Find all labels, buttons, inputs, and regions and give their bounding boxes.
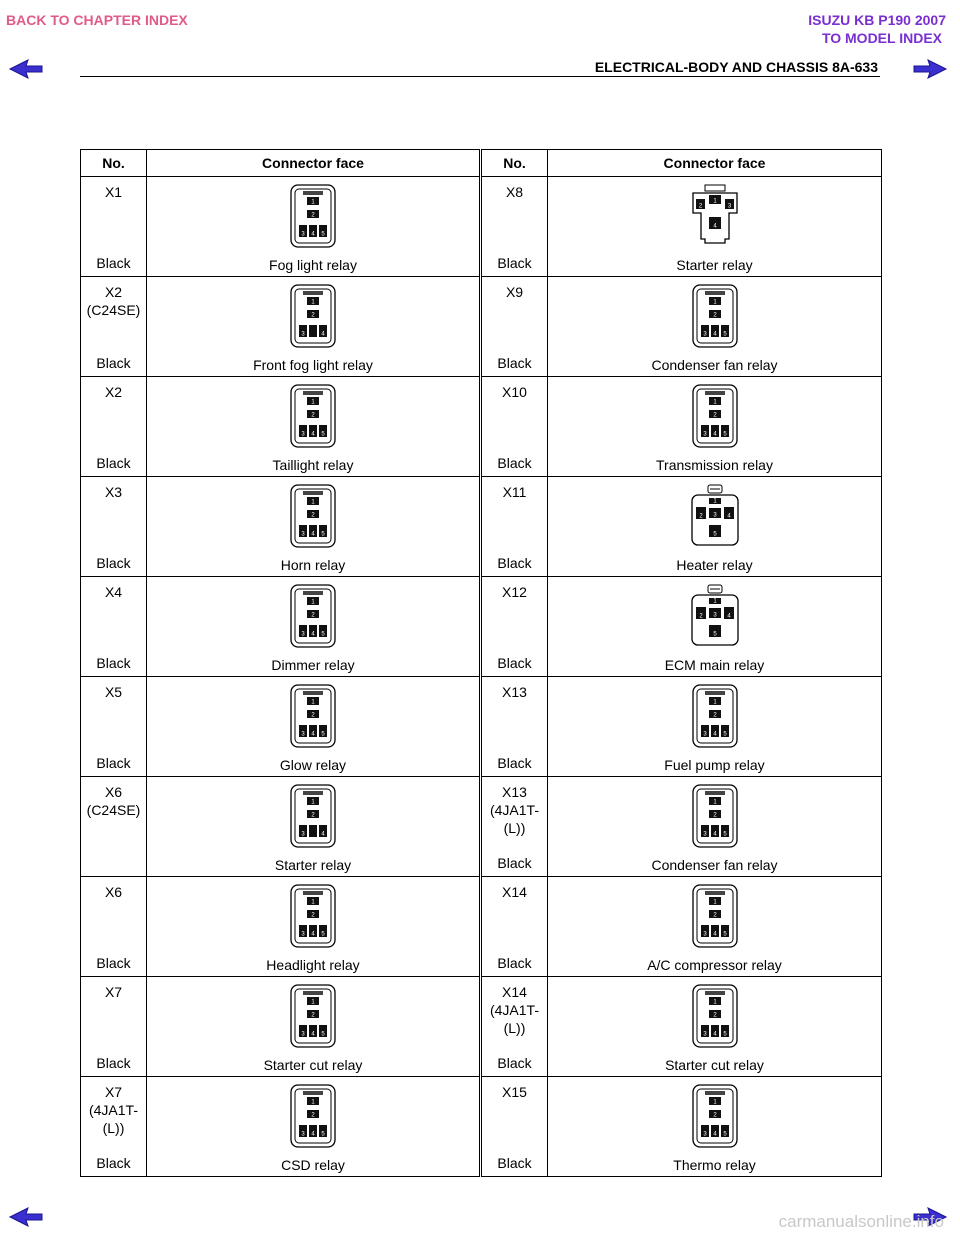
- table-row: [81, 277, 882, 377]
- pin-label: 1: [311, 299, 315, 306]
- pin-label: 5: [722, 931, 727, 938]
- connector-color: Black: [96, 555, 131, 571]
- pin-label: 5: [321, 531, 325, 538]
- connector-number-cell: [482, 777, 548, 877]
- connector-face-cell: [147, 277, 480, 377]
- connector-number-line: X14: [502, 884, 527, 900]
- pin-label: 1: [712, 198, 717, 205]
- model-title-link[interactable]: ISUZU KB P190 2007: [808, 12, 946, 28]
- connector-face-cell: [548, 677, 882, 777]
- relay-connector-5pin-icon: [289, 183, 337, 249]
- connector-number: [81, 177, 146, 201]
- table-row: [81, 777, 882, 877]
- connector-name: Front fog light relay: [253, 357, 373, 373]
- pin-label: 4: [726, 513, 731, 520]
- connector-number-cell: [482, 277, 548, 377]
- connector-number: [482, 677, 547, 701]
- pin-label: 2: [712, 812, 717, 819]
- relay-connector-4pin-icon: [289, 783, 337, 849]
- connector-color: Black: [96, 655, 131, 671]
- connector-number: [81, 477, 146, 501]
- connector-color: Black: [497, 955, 532, 971]
- connector-number-line: (C24SE): [86, 802, 141, 818]
- pin-blank: [309, 825, 317, 837]
- connector-latch: [705, 991, 725, 995]
- pin-label: 4: [712, 1031, 717, 1038]
- pin-label: 4: [311, 1031, 315, 1038]
- connector-number-cell: [81, 877, 147, 977]
- connector-number-line: X6: [104, 784, 123, 800]
- pin-label: 5: [722, 1031, 727, 1038]
- pin-label: 2: [311, 1112, 315, 1119]
- connector-number: [482, 177, 547, 201]
- connector-latch: [303, 291, 323, 295]
- pin-label: 3: [301, 731, 305, 738]
- connector-latch: [705, 391, 725, 395]
- connector-color: Black: [497, 555, 532, 571]
- connector-face-cell: [548, 777, 882, 877]
- pin-label: 4: [321, 331, 325, 338]
- pin-label: 1: [311, 599, 315, 606]
- connector-number-line: (4JA1T-: [489, 802, 539, 818]
- pin-label: 2: [712, 1012, 717, 1019]
- connector-number-line: (L)): [102, 1120, 125, 1136]
- pin-label: 4: [712, 831, 717, 838]
- connector-latch: [705, 691, 725, 695]
- table-row: [81, 677, 882, 777]
- connector-face-cell: [147, 177, 480, 277]
- pin-label: 2: [698, 613, 703, 620]
- pin-label: 1: [311, 799, 315, 806]
- connector-number-cell: [482, 377, 548, 477]
- connector-name: Transmission relay: [656, 457, 773, 473]
- connector-color: Black: [497, 1055, 532, 1071]
- pin-label: 4: [712, 931, 717, 938]
- connector-number: [81, 277, 146, 319]
- connector-number-line: (L)): [503, 1020, 526, 1036]
- relay-connector-5pin-icon: [691, 783, 739, 849]
- connector-color: Black: [96, 755, 131, 771]
- pin-label: 3: [727, 203, 731, 210]
- relay-connector-5pin-icon: [289, 583, 337, 649]
- connector-number: [482, 977, 547, 1037]
- connector-number-line: X7: [104, 1084, 123, 1100]
- pin-label: 3: [301, 531, 305, 538]
- relay-connector-5pin-icon: [691, 683, 739, 749]
- column-header-face: Connector face: [548, 150, 882, 177]
- connector-number-cell: [81, 977, 147, 1077]
- pin-label: 1: [712, 899, 717, 906]
- table-header-row: [81, 150, 882, 177]
- arrow-left-icon[interactable]: [8, 58, 44, 80]
- connector-number: [81, 1077, 146, 1137]
- pin-label: 3: [301, 931, 305, 938]
- connector-face-cell: [548, 177, 882, 277]
- pin-label: 4: [712, 223, 717, 230]
- connector-latch: [303, 791, 323, 795]
- pin-label: 3: [301, 1031, 305, 1038]
- connector-color: Black: [497, 1155, 532, 1171]
- pin-label: 4: [311, 631, 315, 638]
- connector-color: Black: [96, 955, 131, 971]
- pin-label: 2: [311, 812, 315, 819]
- watermark: carmanualsonline.info: [778, 1212, 944, 1231]
- pin-label: 2: [311, 612, 315, 619]
- pin-label: 3: [301, 631, 305, 638]
- pin-label: 4: [311, 931, 315, 938]
- table-row: [81, 377, 882, 477]
- connector-name: Starter cut relay: [665, 1057, 764, 1073]
- pin-label: 5: [722, 1131, 727, 1138]
- connector-name: Horn relay: [280, 557, 346, 573]
- pin-label: 3: [702, 331, 707, 338]
- connector-latch: [705, 891, 725, 895]
- connector-number-line: (L)): [503, 820, 526, 836]
- pin-label: 2: [712, 412, 717, 419]
- connector-number-line: X2: [104, 284, 123, 300]
- pin-label: 1: [712, 699, 717, 706]
- pin-label: 5: [722, 331, 727, 338]
- connector-number-cell: [482, 977, 548, 1077]
- pin-label: 2: [311, 512, 315, 519]
- section-title: ELECTRICAL-BODY AND CHASSIS 8A-633: [594, 59, 878, 75]
- relay-connector-5pin-icon: [289, 383, 337, 449]
- connector-number-cell: [81, 577, 147, 677]
- connector-number: [482, 1077, 547, 1101]
- pin-label: 2: [712, 1112, 717, 1119]
- connector-face-cell: [147, 977, 480, 1077]
- pin-label: 5: [321, 1131, 325, 1138]
- connector-number-cell: [482, 1077, 548, 1177]
- connector-number: [81, 677, 146, 701]
- pin-label: 4: [311, 531, 315, 538]
- connector-number-line: X2: [104, 384, 123, 400]
- connector-number-line: X12: [502, 584, 527, 600]
- pin-label: 1: [712, 799, 717, 806]
- pin-label: 5: [321, 431, 325, 438]
- connector-name: CSD relay: [281, 1157, 345, 1173]
- pin-label: 4: [712, 431, 717, 438]
- pin-label: 5: [321, 731, 325, 738]
- connector-name: Condenser fan relay: [651, 357, 778, 373]
- pin-label: 3: [702, 931, 707, 938]
- connector-number: [482, 877, 547, 901]
- table-row: [81, 477, 882, 577]
- pin-blank: [309, 325, 317, 337]
- pin-label: 2: [712, 912, 717, 919]
- connector-number-line: X13: [502, 684, 527, 700]
- relay-connector-5pin-icon: [289, 883, 337, 949]
- connector-number-cell: [81, 277, 147, 377]
- relay-connector-5pin-icon: [289, 683, 337, 749]
- connector-number-line: X11: [502, 484, 527, 500]
- connector-number-line: X3: [104, 484, 123, 500]
- connector-number-line: X8: [505, 184, 524, 200]
- connector-latch: [303, 991, 323, 995]
- header-rule: [80, 76, 880, 77]
- connector-latch: [303, 1091, 323, 1095]
- pin-label: 4: [311, 731, 315, 738]
- connector-name: Condenser fan relay: [651, 857, 778, 873]
- connector-face-cell: [548, 577, 882, 677]
- pin-label: 2: [311, 312, 315, 319]
- connector-number-line: X6: [104, 884, 123, 900]
- connector-latch: [705, 1091, 725, 1095]
- pin-label: 1: [712, 999, 717, 1006]
- pin-label: 1: [311, 499, 315, 506]
- pin-label: 4: [712, 731, 717, 738]
- pin-label: 2: [311, 712, 315, 719]
- connector-table: [80, 149, 882, 1177]
- connector-name: Dimmer relay: [271, 657, 355, 673]
- connector-number: [482, 777, 547, 837]
- connector-face-cell: [147, 477, 480, 577]
- to-model-index-link[interactable]: TO MODEL INDEX: [821, 30, 942, 46]
- pin-label: 1: [712, 1099, 717, 1106]
- relay-connector-5pin-icon: [691, 283, 739, 349]
- pin-label: 3: [702, 1031, 707, 1038]
- connector-name: Taillight relay: [272, 457, 354, 473]
- connector-name: Starter relay: [274, 857, 352, 873]
- pin-label: 4: [712, 1131, 717, 1138]
- connector-color: Black: [96, 1155, 131, 1171]
- arrow-left-icon[interactable]: [8, 1206, 44, 1228]
- column-header-no: No.: [482, 150, 548, 177]
- pin-label: 4: [311, 1131, 315, 1138]
- pin-label: 4: [311, 231, 315, 238]
- connector-latch: [705, 291, 725, 295]
- pin-label: 1: [712, 299, 717, 306]
- table-row: [81, 877, 882, 977]
- pin-label: 3: [301, 831, 305, 838]
- connector-number-cell: [482, 677, 548, 777]
- connector-color: Black: [96, 355, 131, 371]
- table-row: [81, 1077, 882, 1177]
- pin-label: 1: [311, 899, 315, 906]
- connector-latch: [303, 491, 323, 495]
- connector-number: [482, 577, 547, 601]
- connector-latch: [303, 591, 323, 595]
- pin-label: 4: [321, 831, 325, 838]
- pin-label: 1: [712, 498, 717, 505]
- pin-label: 1: [311, 399, 315, 406]
- connector-number-line: X13: [502, 784, 527, 800]
- pin-label: 3: [301, 431, 305, 438]
- connector-name: Fog light relay: [269, 257, 357, 273]
- connector-face-cell: [548, 977, 882, 1077]
- connector-number-line: X5: [104, 684, 123, 700]
- connector-number-line: X1: [104, 184, 123, 200]
- connector-face-cell: [147, 577, 480, 677]
- connector-color: Black: [497, 655, 532, 671]
- pin-label: 2: [311, 912, 315, 919]
- connector-face-cell: [548, 477, 882, 577]
- relay-connector-cross-icon: [689, 583, 741, 649]
- pin-label: 5: [321, 631, 325, 638]
- connector-face-cell: [147, 877, 480, 977]
- connector-number-cell: [482, 177, 548, 277]
- pin-label: 5: [712, 531, 717, 538]
- connector-number-line: X7: [104, 984, 123, 1000]
- connector-name: ECM main relay: [664, 657, 765, 673]
- connector-number-line: (4JA1T-: [88, 1102, 138, 1118]
- connector-number: [81, 977, 146, 1001]
- connector-face-cell: [147, 377, 480, 477]
- pin-label: 3: [712, 512, 717, 519]
- connector-latch: [303, 691, 323, 695]
- pin-label: 3: [702, 431, 707, 438]
- pin-label: 3: [301, 1131, 305, 1138]
- connector-number-cell: [81, 677, 147, 777]
- connector-number-cell: [81, 177, 147, 277]
- connector-number-cell: [482, 877, 548, 977]
- connector-name: Thermo relay: [673, 1157, 756, 1173]
- connector-latch: [303, 391, 323, 395]
- connector-number-cell: [482, 577, 548, 677]
- pin-label: 2: [698, 513, 703, 520]
- connector-latch: [705, 791, 725, 795]
- connector-face-cell: [147, 677, 480, 777]
- relay-connector-5pin-icon: [289, 983, 337, 1049]
- relay-connector-5pin-icon: [691, 883, 739, 949]
- pin-label: 2: [698, 203, 702, 210]
- connector-color: Black: [96, 255, 131, 271]
- connector-name: Heater relay: [676, 557, 753, 573]
- connector-lock-tab: [705, 185, 725, 191]
- connector-face-cell: [548, 377, 882, 477]
- pin-label: 5: [321, 931, 325, 938]
- connector-face-cell: [147, 1077, 480, 1177]
- connector-number: [81, 877, 146, 901]
- pin-label: 4: [726, 613, 731, 620]
- connector-number-cell: [81, 1077, 147, 1177]
- connector-number-line: (4JA1T-: [489, 1002, 539, 1018]
- connector-color: Black: [497, 455, 532, 471]
- pin-label: 3: [702, 731, 707, 738]
- connector-number-cell: [81, 777, 147, 877]
- pin-label: 1: [712, 399, 717, 406]
- pin-label: 1: [712, 598, 717, 605]
- relay-connector-4pin-icon: [289, 283, 337, 349]
- pin-label: 1: [311, 999, 315, 1006]
- connector-latch: [303, 191, 323, 195]
- connector-number-cell: [81, 477, 147, 577]
- arrow-right-icon[interactable]: [912, 58, 948, 80]
- back-to-chapter-index-link[interactable]: BACK TO CHAPTER INDEX: [6, 12, 188, 28]
- pin-label: 4: [712, 331, 717, 338]
- pin-label: 2: [712, 312, 717, 319]
- relay-connector-5pin-icon: [691, 983, 739, 1049]
- pin-label: 2: [712, 712, 717, 719]
- pin-label: 1: [311, 199, 315, 206]
- connector-name: Headlight relay: [266, 957, 360, 973]
- pin-label: 5: [722, 731, 727, 738]
- table-body: [81, 177, 882, 1177]
- table-row: [81, 177, 882, 277]
- column-header-face: Connector face: [147, 150, 480, 177]
- table-row: [81, 977, 882, 1077]
- connector-name: A/C compressor relay: [647, 957, 782, 973]
- pin-label: 3: [712, 612, 717, 619]
- connector-color: Black: [497, 855, 532, 871]
- connector-color: Black: [497, 755, 532, 771]
- connector-face-cell: [147, 777, 480, 877]
- relay-connector-5pin-icon: [691, 1083, 739, 1149]
- column-header-no: No.: [81, 150, 147, 177]
- connector-number: [482, 477, 547, 501]
- connector-color: Black: [96, 455, 131, 471]
- connector-color: Black: [96, 1055, 131, 1071]
- pin-label: 5: [722, 431, 727, 438]
- pin-label: 3: [301, 331, 305, 338]
- relay-connector-5pin-icon: [289, 1083, 337, 1149]
- relay-connector-cross-icon: [689, 483, 741, 549]
- connector-number-line: X10: [502, 384, 527, 400]
- pin-label: 5: [321, 1031, 325, 1038]
- connector-face-cell: [548, 877, 882, 977]
- connector-number-line: (C24SE): [86, 302, 141, 318]
- relay-connector-5pin-icon: [289, 483, 337, 549]
- connector-number-line: X4: [104, 584, 123, 600]
- connector-latch: [303, 891, 323, 895]
- connector-number: [81, 377, 146, 401]
- pin-label: 4: [311, 431, 315, 438]
- connector-face-cell: [548, 277, 882, 377]
- connector-number-cell: [81, 377, 147, 477]
- starter-relay-connector-icon: [689, 183, 741, 249]
- connector-name: Fuel pump relay: [664, 757, 765, 773]
- connector-name: Starter cut relay: [263, 1057, 363, 1073]
- pin-label: 1: [311, 1099, 315, 1106]
- pin-label: 2: [311, 412, 315, 419]
- connector-number-line: X9: [505, 284, 524, 300]
- pin-label: 5: [321, 231, 325, 238]
- connector-number: [482, 277, 547, 301]
- pin-label: 3: [301, 231, 305, 238]
- connector-name: Starter relay: [676, 257, 753, 273]
- pin-label: 3: [702, 831, 707, 838]
- connector-number: [81, 577, 146, 601]
- connector-number: [81, 777, 146, 819]
- connector-number-cell: [482, 477, 548, 577]
- connector-color: Black: [497, 355, 532, 371]
- pin-label: 2: [311, 1012, 315, 1019]
- connector-number: [482, 377, 547, 401]
- connector-face-cell: [548, 1077, 882, 1177]
- connector-name: Glow relay: [279, 757, 347, 773]
- relay-connector-5pin-icon: [691, 383, 739, 449]
- connector-number-line: X15: [502, 1084, 527, 1100]
- pin-label: 3: [702, 1131, 707, 1138]
- pin-label: 2: [311, 212, 315, 219]
- connector-number-line: X14: [502, 984, 527, 1000]
- pin-label: 1: [311, 699, 315, 706]
- connector-color: Black: [497, 255, 532, 271]
- table-row: [81, 577, 882, 677]
- pin-label: 5: [712, 631, 717, 638]
- pin-label: 5: [722, 831, 727, 838]
